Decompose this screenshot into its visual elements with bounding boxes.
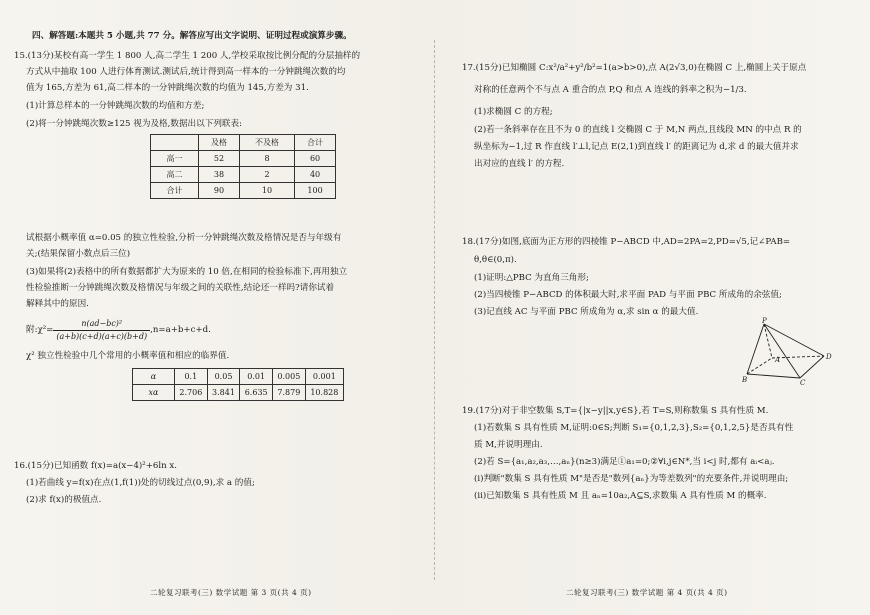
label-c: C bbox=[800, 379, 806, 386]
q15-part-3-line-3: 解释其中的原因. bbox=[26, 299, 89, 309]
q19-line-1: 19.(17分)对于非空数集 S,T={|x−y||x,y∈S},若 T=S,则称数集 S 具有性质 M. bbox=[462, 406, 769, 416]
q19-part-2-line-3: (ⅱ)已知数集 S 具有性质 M 且 aₙ=10a₂,A⊆S,求数集 A 具有性质 M 的概率. bbox=[474, 491, 767, 501]
table-cell: 10.828 bbox=[305, 385, 343, 401]
table-header-cell bbox=[151, 135, 199, 151]
edge-bc bbox=[800, 356, 824, 378]
critical-value-table bbox=[132, 368, 344, 401]
table-cell: 3.841 bbox=[207, 385, 240, 401]
q17-part-2-line-2: 纵坐标为−1,过 R 作直线 l′⊥l,记点 E(2,1)到直线 l′ 的距离记为 d,求 d 的最大值并求 bbox=[474, 142, 799, 152]
table-cell: 2 bbox=[239, 167, 294, 183]
q19-part-1-line-1: (1)若数集 S 具有性质 M,证明:0∈S;判断 S₁={0,1,2,3},S₂={0,1,2,5}是否具有性 bbox=[474, 423, 794, 433]
section-title: 四、解答题:本题共 5 小题,共 77 分。解答应写出文字说明、证明过程或演算步骤。 bbox=[32, 31, 352, 41]
label-b: B bbox=[742, 376, 748, 384]
q15-part-3-line-1: (3)如果将(2)表格中的所有数据都扩大为原来的 10 倍,在相同的检验标准下,再用独立 bbox=[26, 267, 348, 277]
table-cell: 0.001 bbox=[305, 369, 343, 385]
formula-numerator: n(ad−bc)² bbox=[53, 318, 150, 331]
contingency-table bbox=[150, 134, 336, 199]
q15-line-1: 15.(13分)某校有高一学生 1 800 人,高二学生 1 200 人,学校采取按比例分配的分层抽样的 bbox=[14, 51, 361, 61]
q16-line-1: 16.(15分)已知函数 f(x)=a(x−4)²+6ln x. bbox=[14, 461, 177, 471]
table-cell: 52 bbox=[199, 151, 240, 167]
q16-part-2: (2)求 f(x)的极值点. bbox=[26, 495, 102, 505]
table-cell: 60 bbox=[295, 151, 336, 167]
edge-pc bbox=[764, 324, 772, 358]
critical-value-intro: χ² 独立性检验中几个常用的小概率值和相应的临界值. bbox=[26, 351, 230, 361]
q17-part-2-line-3: 出对应的直线 l′ 的方程. bbox=[474, 159, 565, 169]
table-row bbox=[133, 369, 344, 385]
q15-part-2: (2)将一分钟跳绳次数≥125 视为及格,数据出以下列联表: bbox=[26, 119, 243, 129]
q18-line-1: 18.(17分)如图,底面为正方形的四棱锥 P−ABCD 中,AD=2PA=2,PD=√5,记∠PAB= bbox=[462, 237, 791, 247]
q18-part-1: (1)证明:△PBC 为直角三角形; bbox=[474, 273, 589, 283]
table-cell: 38 bbox=[199, 167, 240, 183]
table-cell: 6.635 bbox=[240, 385, 273, 401]
q18-part-3: (3)记直线 AC 与平面 PBC 所成角为 α,求 sin α 的最大值. bbox=[474, 307, 699, 317]
table-cell: 0.05 bbox=[207, 369, 240, 385]
table-cell: 合计 bbox=[151, 183, 199, 199]
chi-square-formula bbox=[26, 318, 211, 342]
edge-ad bbox=[747, 358, 772, 374]
label-d: D bbox=[826, 353, 832, 361]
q15-part-3-line-2: 性检验推断一分钟跳绳次数及格情况与年级之间的关联性,结论还一样吗?请你试着 bbox=[26, 283, 335, 293]
table-row bbox=[133, 385, 344, 401]
q15-after-table-2: 关;(结果保留小数点后三位) bbox=[26, 249, 131, 259]
table-cell: 100 bbox=[295, 183, 336, 199]
table-cell: 8 bbox=[239, 151, 294, 167]
q15-part-1: (1)计算总样本的一分钟跳绳次数的均值和方差; bbox=[26, 101, 205, 111]
table-cell: 0.01 bbox=[240, 369, 273, 385]
q15-line-3: 值为 165,方差为 61,高二样本的一分钟跳绳次数的均值为 145,方差为 31. bbox=[26, 83, 309, 93]
table-header-cell: 合计 bbox=[295, 135, 336, 151]
table-row bbox=[151, 183, 336, 199]
table-row bbox=[151, 151, 336, 167]
edge-pb bbox=[764, 324, 800, 378]
table-cell: 40 bbox=[295, 167, 336, 183]
q19-part-2-line-1: (2)若 S={a₁,a₂,a₃,…,aₙ}(n≥3)满足①a₁=0;②∀i,j∈N*,当 i<j 时,都有 aᵢ<aⱼ. bbox=[474, 457, 775, 467]
q16-part-1: (1)若曲线 y=f(x)在点(1,f(1))处的切线过点(0,9),求 a 的值; bbox=[26, 478, 255, 488]
label-p: P bbox=[762, 317, 767, 325]
label-a: A bbox=[775, 356, 781, 364]
edge-pa bbox=[747, 324, 764, 374]
pyramid-figure bbox=[742, 316, 832, 386]
left-page-footer: 二轮复习联考(三) 数学试题 第 3 页(共 4 页) bbox=[150, 588, 312, 597]
q19-part-2-line-2: (ⅰ)判断"数集 S 具有性质 M"是否是"数列{aₙ}为等差数列"的充要条件,并说明理由; bbox=[474, 474, 789, 484]
edge-ab bbox=[747, 374, 800, 378]
edge-pd bbox=[764, 324, 824, 356]
q18-part-2: (2)当四棱锥 P−ABCD 的体积最大时,求平面 PAD 与平面 PBC 所成角的余弦值; bbox=[474, 290, 782, 300]
formula-suffix: ,n=a+b+c+d. bbox=[150, 324, 211, 335]
q19-part-1-line-2: 质 M,并说明理由. bbox=[474, 440, 543, 450]
table-cell: 2.706 bbox=[175, 385, 208, 401]
table-row bbox=[151, 167, 336, 183]
table-cell: 7.879 bbox=[273, 385, 306, 401]
formula-prefix: 附:χ²= bbox=[26, 324, 54, 335]
q15-after-table-1: 试根据小概率值 α=0.05 的独立性检验,分析一分钟跳绳次数及格情况是否与年级有 bbox=[26, 233, 342, 243]
table-header-row bbox=[151, 135, 336, 151]
table-cell: 10 bbox=[239, 183, 294, 199]
table-cell: α bbox=[133, 369, 175, 385]
q17-part-1: (1)求椭圆 C 的方程; bbox=[474, 107, 553, 117]
table-cell: xα bbox=[133, 385, 175, 401]
q17-line-1: 17.(15分)已知椭圆 C:x²/a²+y²/b²=1(a>b>0),点 A(2√3,0)在椭圆 C 上,椭圆上关于原点 bbox=[462, 63, 807, 73]
table-cell: 90 bbox=[199, 183, 240, 199]
table-cell: 高二 bbox=[151, 167, 199, 183]
table-header-cell: 不及格 bbox=[239, 135, 294, 151]
page-divider bbox=[434, 40, 435, 580]
formula-denominator: (a+b)(c+d)(a+c)(b+d) bbox=[56, 331, 148, 341]
q17-line-2: 对称的任意两个不与点 A 重合的点 P,Q 和点 A 连线的斜率之积为−1/3. bbox=[474, 85, 747, 95]
q17-part-2-line-1: (2)若一条斜率存在且不为 0 的直线 l 交椭圆 C 于 M,N 两点,且线段 MN 的中点 R 的 bbox=[474, 125, 802, 135]
q15-line-2: 方式从中抽取 100 人进行体育测试.测试后,统计得到高一样本的一分钟跳绳次数的均 bbox=[26, 67, 346, 77]
table-header-cell: 及格 bbox=[199, 135, 240, 151]
formula-fraction bbox=[53, 318, 150, 342]
right-page-footer: 二轮复习联考(三) 数学试题 第 4 页(共 4 页) bbox=[566, 588, 728, 597]
q18-line-2: θ,θ∈(0,π). bbox=[474, 255, 517, 265]
table-cell: 0.005 bbox=[273, 369, 306, 385]
table-cell: 高一 bbox=[151, 151, 199, 167]
table-cell: 0.1 bbox=[175, 369, 208, 385]
